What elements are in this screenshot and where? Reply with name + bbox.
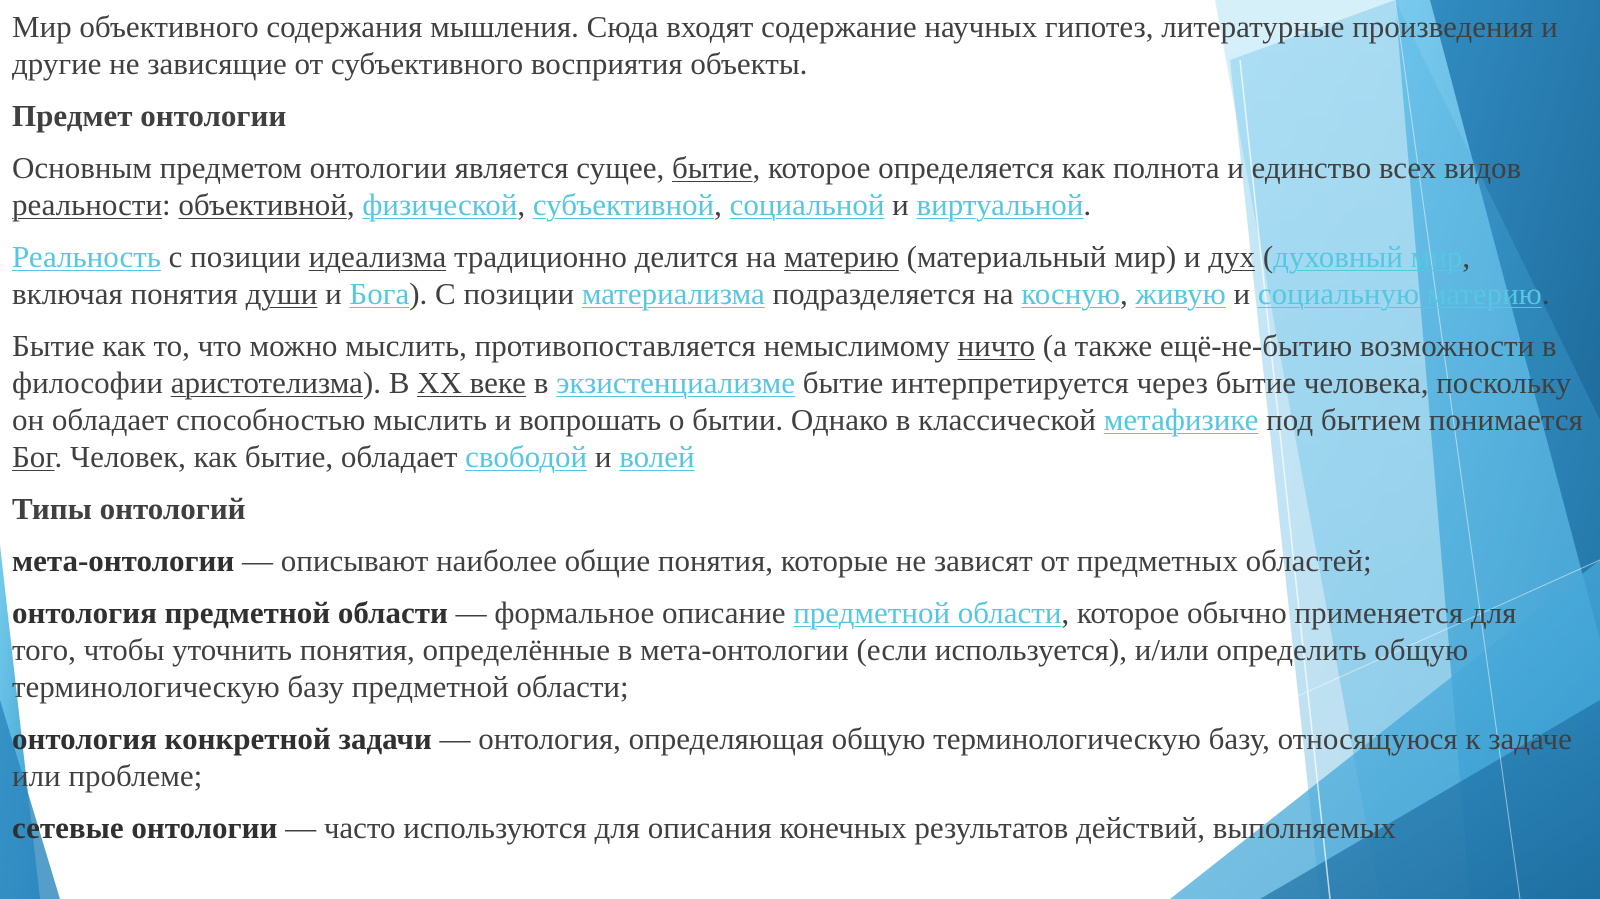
link-realnost-2[interactable]: Реальность (12, 239, 161, 274)
text-run: (а также ещё-не-бытию возможности в философии (12, 328, 1557, 400)
heading-types-of-ontologies: Типы онтологий (12, 491, 246, 526)
link-materializm[interactable]: материализма (581, 276, 765, 311)
paragraph-domain-ontology (12, 594, 1587, 705)
link-aristotelizm[interactable]: аристотелизма (170, 365, 363, 400)
link-metafizika[interactable]: метафизике (1103, 402, 1259, 437)
text-run: . (1541, 276, 1550, 311)
text-run: , которое определяется как полнота и единство всех видов (752, 150, 1522, 185)
text-run: под бытием понимается (1258, 402, 1583, 437)
link-idealizm[interactable]: идеализма (308, 239, 447, 274)
text-run: Бытие как то, что можно мыслить, противопоставляется немыслимому (12, 328, 958, 363)
link-virtualnoy[interactable]: виртуальной (916, 187, 1084, 222)
text-run: — онтология, определяющая общую терминологическую базу, относящуюся к задаче или проблеме; (12, 721, 1572, 793)
link-kosnaya[interactable]: косную (1021, 276, 1120, 311)
link-ekzistencializm[interactable]: экзистенциализме (556, 365, 795, 400)
text-run: — описывают наиболее общие понятия, которые не зависят от предметных областей; (234, 543, 1372, 578)
text-run: бытие интерпретируется через бытие человека, поскольку он обладает способностью мыслить и вопрошать о бытии. Однако в классической (12, 365, 1572, 437)
paragraph-being (12, 327, 1587, 475)
link-obektivnoy[interactable]: объективной (178, 187, 347, 222)
text-run: подразделяется на (764, 276, 1022, 311)
text-run: Мир объективного содержания мышления. Сюда входят содержание научных гипотез, литературные произведения и другие не зависящие от субъективного восприятия объекты. (12, 9, 1558, 81)
text-run: . (1083, 187, 1092, 222)
text-run: и (587, 439, 620, 474)
paragraph-subject (12, 149, 1587, 223)
link-bog-2[interactable]: Бог (12, 439, 55, 474)
link-svoboda[interactable]: свободой (465, 439, 588, 474)
text-run: ( (1255, 239, 1274, 274)
link-dukh[interactable]: дух (1208, 239, 1256, 274)
link-volya[interactable]: волей (619, 439, 695, 474)
term-domain-ontology: онтология предметной области (12, 595, 448, 630)
link-fizicheskoy[interactable]: физической (362, 187, 518, 222)
link-zhivaya[interactable]: живую (1135, 276, 1226, 311)
text-run: , (517, 187, 533, 222)
link-predmetnaya-oblast[interactable]: предметной области (793, 595, 1062, 630)
paragraph-reality (12, 238, 1587, 312)
link-dusha[interactable]: души (245, 276, 318, 311)
term-network-ontologies: сетевые онтологии (12, 810, 278, 845)
link-realnost[interactable]: реальности (12, 187, 163, 222)
text-run: традиционно делится на (446, 239, 784, 274)
text-run: , (1120, 276, 1136, 311)
link-subektivnoy[interactable]: субъективной (532, 187, 715, 222)
text-run: , (714, 187, 730, 222)
link-xx-vek[interactable]: XX веке (417, 365, 526, 400)
text-run: в (525, 365, 557, 400)
paragraph-task-ontology (12, 720, 1587, 794)
text-run: (материальный мир) и (898, 239, 1209, 274)
paragraph-meta-ontologies (12, 542, 1587, 579)
text-run: и (317, 276, 350, 311)
text-run: . Человек, как бытие, обладает (54, 439, 466, 474)
link-socialnaya-materiya[interactable]: социальную материю (1257, 276, 1542, 311)
term-task-ontology: онтология конкретной задачи (12, 721, 432, 756)
link-dukhovny-mir[interactable]: духовный мир (1273, 239, 1463, 274)
link-nichto[interactable]: ничто (957, 328, 1035, 363)
text-run: , которое обычно применяется для того, чтобы уточнить понятия, определённые в мета-онтологии (если используется), и/или определить общую терминологическую базу предметной области; (12, 595, 1517, 704)
text-run: , включая понятия (12, 239, 1471, 311)
paragraph-network-ontologies (12, 809, 1587, 846)
text-run: с позиции (160, 239, 309, 274)
link-socialnoy[interactable]: социальной (729, 187, 885, 222)
text-run: Основным предметом онтологии является сущее, (12, 150, 673, 185)
heading-subject-of-ontology: Предмет онтологии (12, 98, 287, 133)
text-run: и (1225, 276, 1258, 311)
text-run: — часто используются для описания конечных результатов действий, выполняемых (277, 810, 1396, 845)
text-run: , (346, 187, 363, 222)
text-run: : (162, 187, 179, 222)
link-bog[interactable]: Бога (349, 276, 410, 311)
text-run: и (884, 187, 917, 222)
link-bytie[interactable]: бытие (672, 150, 753, 185)
paragraph-objective-content (12, 8, 1587, 82)
link-materiya[interactable]: материю (784, 239, 899, 274)
text-run: — формальное описание (447, 595, 794, 630)
text-run: ). В (362, 365, 418, 400)
text-run: ). С позиции (409, 276, 582, 311)
term-meta-ontologies: мета-онтологии (12, 543, 235, 578)
